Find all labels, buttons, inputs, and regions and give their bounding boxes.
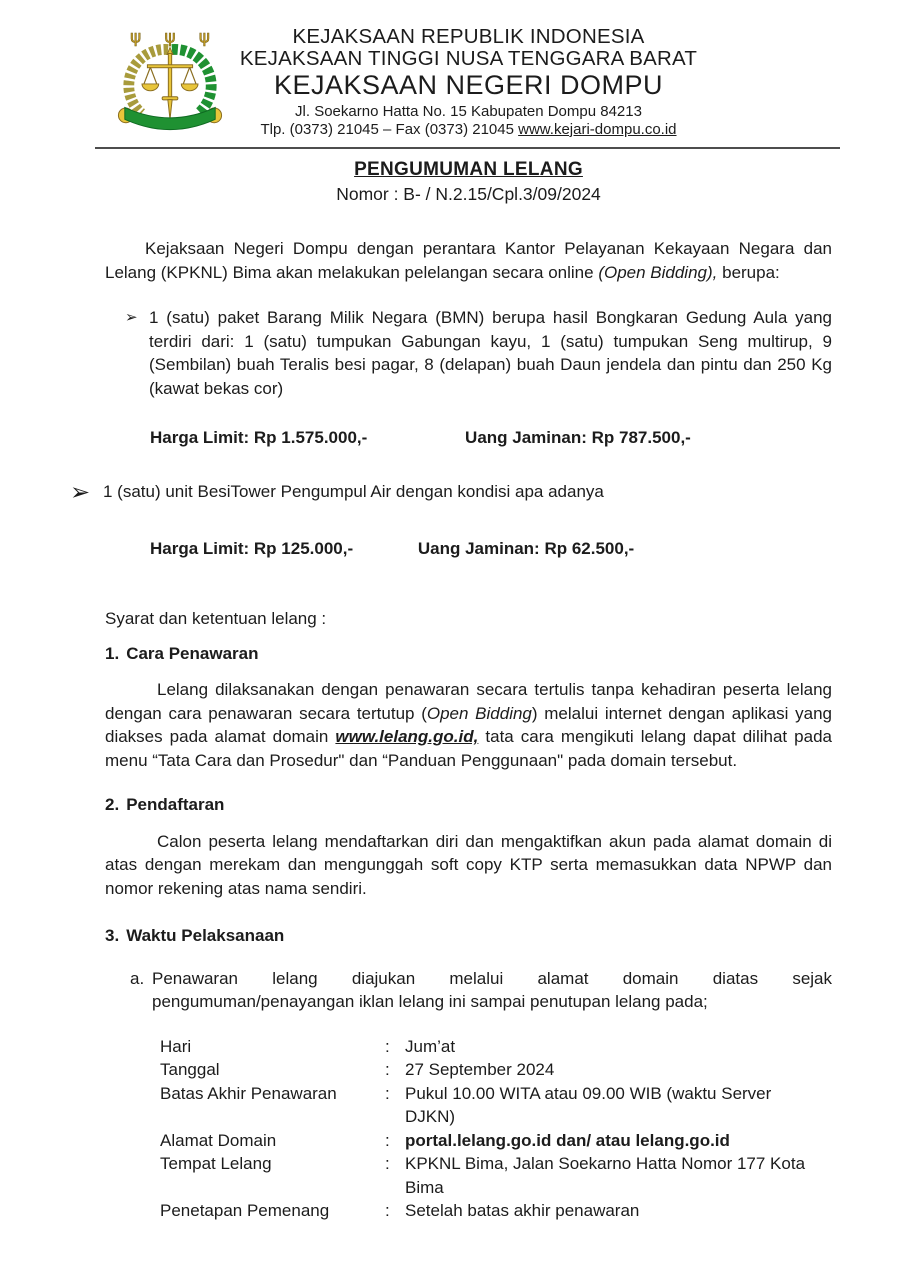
- section-2-title: Pendaftaran: [126, 795, 225, 814]
- letterhead: [105, 26, 832, 138]
- lot-1-description: 1 (satu) paket Barang Milik Negara (BMN) berupa hasil Bongkaran Gedung Aula yang terdiri dari: 1 (satu) tumpukan Gabungan kayu, 1 (satu) tumpukan Seng multirup, 9 (Sembilan) buah Teralis besi pagar, 8 (delapan) buah Daun jendela dan pintu dan 250 Kg (kawat bekas cor): [149, 308, 832, 398]
- section-3-heading: [105, 924, 832, 948]
- terms-heading: Syarat dan ketentuan lelang :: [105, 609, 327, 628]
- s1-text-3: tata cara mengikuti lelang dapat dilihat pada menu “Tata Cara dan Prosedur" dan “Panduan Penggunaan" pada domain tersebut.: [105, 727, 832, 770]
- table-row: [160, 1082, 832, 1129]
- section-2-paragraph: Calon peserta lelang mendaftarkan diri dan mengaktifkan akun pada alamat domain di atas dengan merekam dan mengunggah soft copy KTP serta memasukkan data NPWP dan nomor rekening atas nama sendiri.: [105, 831, 832, 898]
- schedule-colon: :: [385, 1154, 390, 1173]
- intro-open-bidding: (Open Bidding),: [598, 262, 718, 282]
- intro-paragraph: [105, 237, 832, 284]
- svg-text:ψ: ψ: [164, 26, 176, 47]
- schedule-value: 27 September 2024: [405, 1060, 555, 1079]
- table-row: [160, 1035, 832, 1059]
- section-1-heading: [105, 642, 832, 666]
- schedule-label: Penetapan Pemenang: [160, 1201, 330, 1220]
- section-3-number: 3.: [105, 926, 120, 945]
- phone-fax: Tlp. (0373) 21045 – Fax (0373) 21045: [260, 120, 519, 138]
- lot-2-harga-limit: Harga Limit: Rp 125.000,-: [150, 538, 354, 558]
- item-a-line1: Penawaran lelang diajukan melalui alamat domain diatas sejak: [152, 968, 832, 988]
- office-website-link[interactable]: www.kejari-dompu.co.id: [518, 120, 677, 138]
- auction-schedule: [105, 1035, 832, 1223]
- table-row: [160, 1199, 832, 1223]
- schedule-label: Alamat Domain: [160, 1130, 277, 1150]
- schedule-value-domain: portal.lelang.go.id dan/ atau lelang.go.id: [405, 1130, 730, 1150]
- schedule-colon: :: [385, 1201, 390, 1220]
- org-name-office: KEJAKSAAN NEGERI DOMPU: [273, 70, 664, 100]
- lot-1-price-row: [105, 426, 832, 450]
- schedule-value: Pukul 10.00 WITA atau 09.00 WIB (waktu Server DJKN): [405, 1083, 772, 1126]
- section-2-number: 2.: [105, 795, 120, 814]
- schedule-label: Hari: [160, 1036, 192, 1056]
- item-a-line2: pengumuman/penayangan iklan lelang ini sampai penutupan lelang pada;: [152, 992, 708, 1011]
- schedule-colon: :: [385, 1060, 390, 1079]
- svg-text:ψ: ψ: [198, 26, 210, 47]
- table-row: [160, 1152, 832, 1199]
- table-row: [160, 1129, 832, 1153]
- schedule-colon: :: [385, 1130, 390, 1150]
- lot-1-uang-jaminan: Uang Jaminan: Rp 787.500,-: [465, 428, 691, 447]
- s1-text: Lelang dilaksanakan dengan penawaran secara tertulis tanpa kehadiran peserta lelang dengan cara penawaran secara tertutup (: [105, 680, 832, 723]
- svg-text:ψ: ψ: [130, 26, 142, 47]
- lot-item-1: [105, 306, 832, 400]
- schedule-value: Jum’at: [405, 1036, 456, 1056]
- logo-wreath-left: [129, 49, 168, 113]
- arrow-bullet-icon: ➢: [125, 308, 138, 326]
- logo-wreath-right: [172, 49, 211, 113]
- org-name-country: KEJAKSAAN REPUBLIK INDONESIA: [292, 25, 645, 48]
- section-1-number: 1.: [105, 643, 120, 663]
- logo-trisula-icons: [130, 27, 210, 47]
- org-name-province: KEJAKSAAN TINGGI NUSA TENGGARA BARAT: [239, 47, 698, 70]
- document-title-block: [105, 158, 832, 206]
- intro-text: Kejaksaan Negeri Dompu dengan perantara Kantor Pelayanan Kekayaan Negara dan Lelang (KPKNL) Bima akan melakukan pelelangan secara online: [105, 239, 832, 282]
- schedule-value: Setelah batas akhir penawaran: [405, 1201, 640, 1220]
- section-3-item-a: [105, 967, 832, 1014]
- letterhead-divider: [95, 147, 840, 149]
- section-1-paragraph: [105, 678, 832, 772]
- document-number: Nomor : B- / N.2.15/Cpl.3/09/2024: [336, 183, 601, 204]
- schedule-label: Batas Akhir Penawaran: [160, 1083, 337, 1103]
- lot-item-2: [70, 477, 832, 506]
- s1-text-2: ) melalui internet dengan aplikasi yang diakses pada alamat domain: [105, 703, 832, 746]
- document-title: PENGUMUMAN LELANG: [354, 159, 583, 180]
- lelang-domain-link[interactable]: www.lelang.go.id,: [335, 727, 479, 746]
- schedule-colon: :: [385, 1083, 390, 1103]
- intro-text-end: berupa:: [717, 262, 780, 282]
- lot-2-uang-jaminan: Uang Jaminan: Rp 62.500,-: [417, 538, 635, 558]
- item-a-text: [152, 967, 832, 1014]
- lot-2-description: 1 (satu) unit BesiTower Pengumpul Air dengan kondisi apa adanya: [103, 481, 604, 501]
- schedule-label: Tempat Lelang: [160, 1154, 272, 1173]
- section-1-title: Cara Penawaran: [126, 643, 259, 663]
- section-3-title: Waktu Pelaksanaan: [126, 926, 285, 945]
- schedule-value: KPKNL Bima, Jalan Soekarno Hatta Nomor 177 Kota Bima: [405, 1154, 806, 1197]
- arrow-bullet-icon: ➢: [70, 477, 91, 506]
- lot-1-harga-limit: Harga Limit: Rp 1.575.000,-: [150, 428, 368, 447]
- table-row: [160, 1058, 832, 1082]
- schedule-colon: :: [385, 1036, 390, 1056]
- section-2-heading: [105, 793, 832, 817]
- office-address: Jl. Soekarno Hatta No. 15 Kabupaten Dompu 84213: [295, 103, 642, 120]
- schedule-label: Tanggal: [160, 1060, 220, 1079]
- s1-open-bidding: Open Bidding: [426, 703, 532, 723]
- lot-2-price-row: [105, 537, 832, 561]
- item-a-label: a.: [130, 968, 145, 988]
- kejaksaan-logo-icon: [111, 24, 229, 136]
